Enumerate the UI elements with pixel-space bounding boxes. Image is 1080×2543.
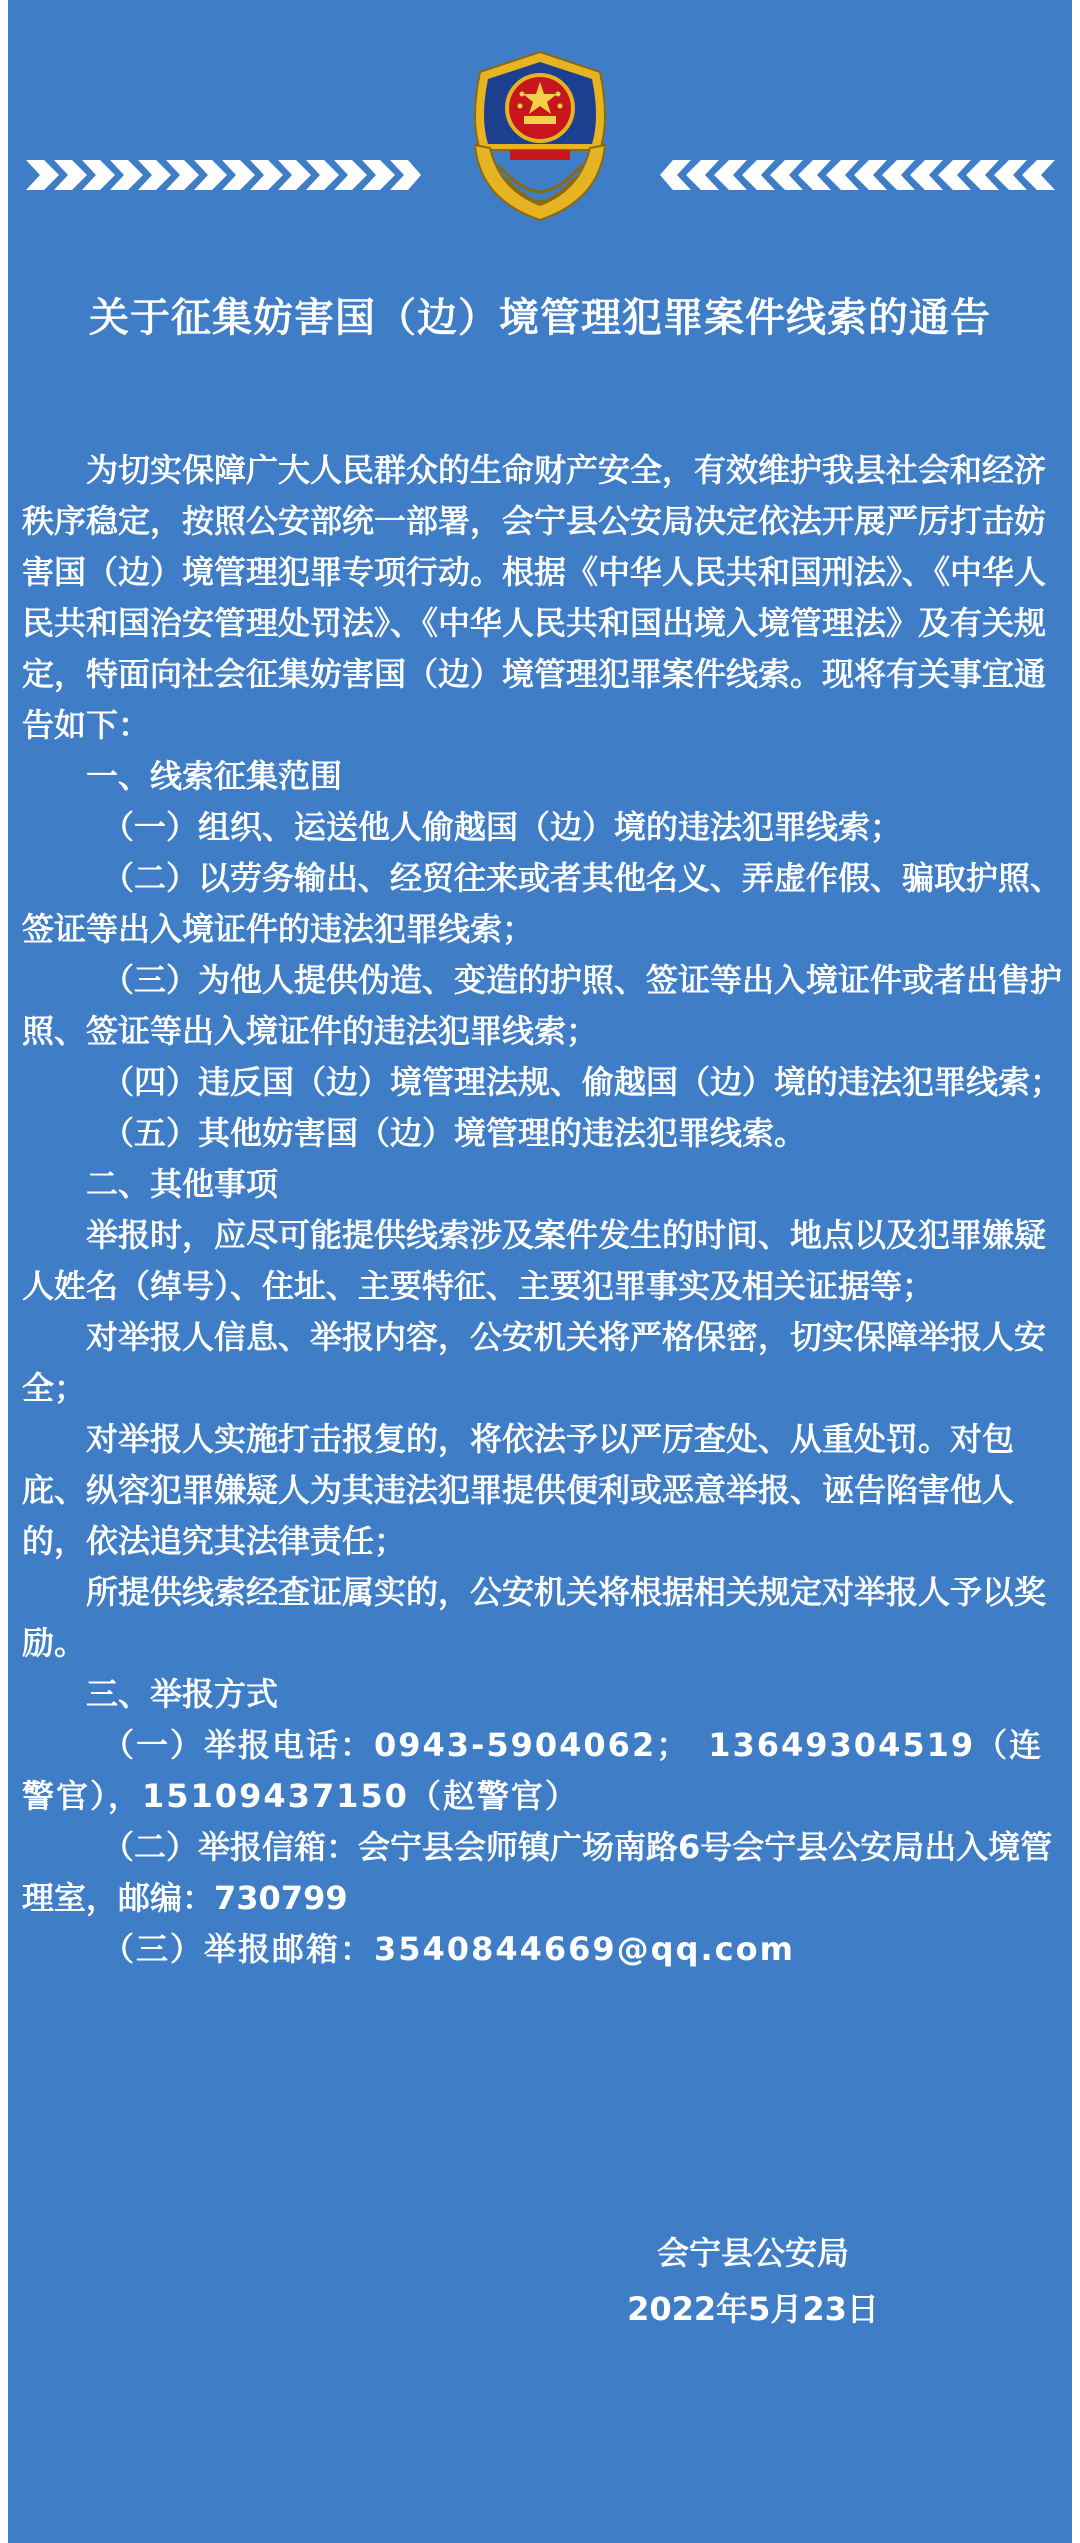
header-banner: [8, 40, 1072, 230]
section2-paragraph: 对举报人信息、举报内容，公安机关将严格保密，切实保障举报人安全；: [22, 1318, 1047, 1407]
section2-paragraph: 对举报人实施打击报复的，将依法予以严厉查处、从重处罚。对包庇、纵容犯罪嫌疑人为其违法犯罪提供便利或恶意举报、诬告陷害他人的，依法追究其法律责任；: [22, 1420, 1015, 1560]
signature-block: [588, 2225, 918, 2337]
section2-paragraph: 所提供线索经查证属实的，公安机关将根据相关规定对举报人予以奖励。: [22, 1573, 1047, 1662]
section1-item: （一）组织、运送他人偷越国（边）境的违法犯罪线索；: [102, 808, 903, 846]
intro-paragraph: 为切实保障广大人民群众的生命财产安全，有效维护我县社会和经济秩序稳定，按照公安部统一部署，会宁县公安局决定依法开展严厉打击妨害国（边）境管理犯罪专项行动。根据《中华人民共和国刑法》、《中华人民共和国治安管理处罚法》、《中华人民共和国出境入境管理法》及有关规定，特面向社会征集妨害国（边）境管理犯罪案件线索。现将有关事宜通告如下：: [22, 451, 1047, 744]
section1-item: （二）以劳务输出、经贸往来或者其他名义、弄虚作假、骗取护照、签证等出入境证件的违法犯罪线索；: [22, 859, 1063, 948]
report-phone: （一）举报电话：0943-5904062； 13649304519（连警官），15109437150（赵警官）: [22, 1726, 1044, 1815]
chevron-right-decoration: [660, 140, 1055, 210]
notice-body: [22, 445, 1062, 1975]
issuer-name: 会宁县公安局: [656, 2234, 849, 2272]
section1-heading: 一、线索征集范围: [86, 757, 343, 795]
section3-heading: 三、举报方式: [86, 1675, 279, 1713]
police-emblem-icon: [450, 50, 630, 225]
notice-poster: [8, 0, 1072, 2543]
issue-date: 2022年5月23日: [627, 2290, 879, 2328]
section1-item: （四）违反国（边）境管理法规、偷越国（边）境的违法犯罪线索；: [102, 1063, 1063, 1101]
section1-item: （五）其他妨害国（边）境管理的违法犯罪线索。: [102, 1114, 807, 1152]
report-mailbox: （二）举报信箱：会宁县会师镇广场南路6号会宁县公安局出入境管理室，邮编：730799: [22, 1828, 1053, 1917]
chevron-left-decoration: [26, 140, 421, 210]
section2-paragraph: 举报时，应尽可能提供线索涉及案件发生的时间、地点以及犯罪嫌疑人姓名（绰号）、住址、主要特征、主要犯罪事实及相关证据等；: [22, 1216, 1047, 1305]
section2-heading: 二、其他事项: [86, 1165, 279, 1203]
section1-item: （三）为他人提供伪造、变造的护照、签证等出入境证件或者出售护照、签证等出入境证件的违法犯罪线索；: [22, 961, 1063, 1050]
report-email: （三）举报邮箱：3540844669@qq.com: [102, 1930, 795, 1968]
notice-title: 关于征集妨害国（边）境管理犯罪案件线索的通告: [89, 295, 991, 341]
